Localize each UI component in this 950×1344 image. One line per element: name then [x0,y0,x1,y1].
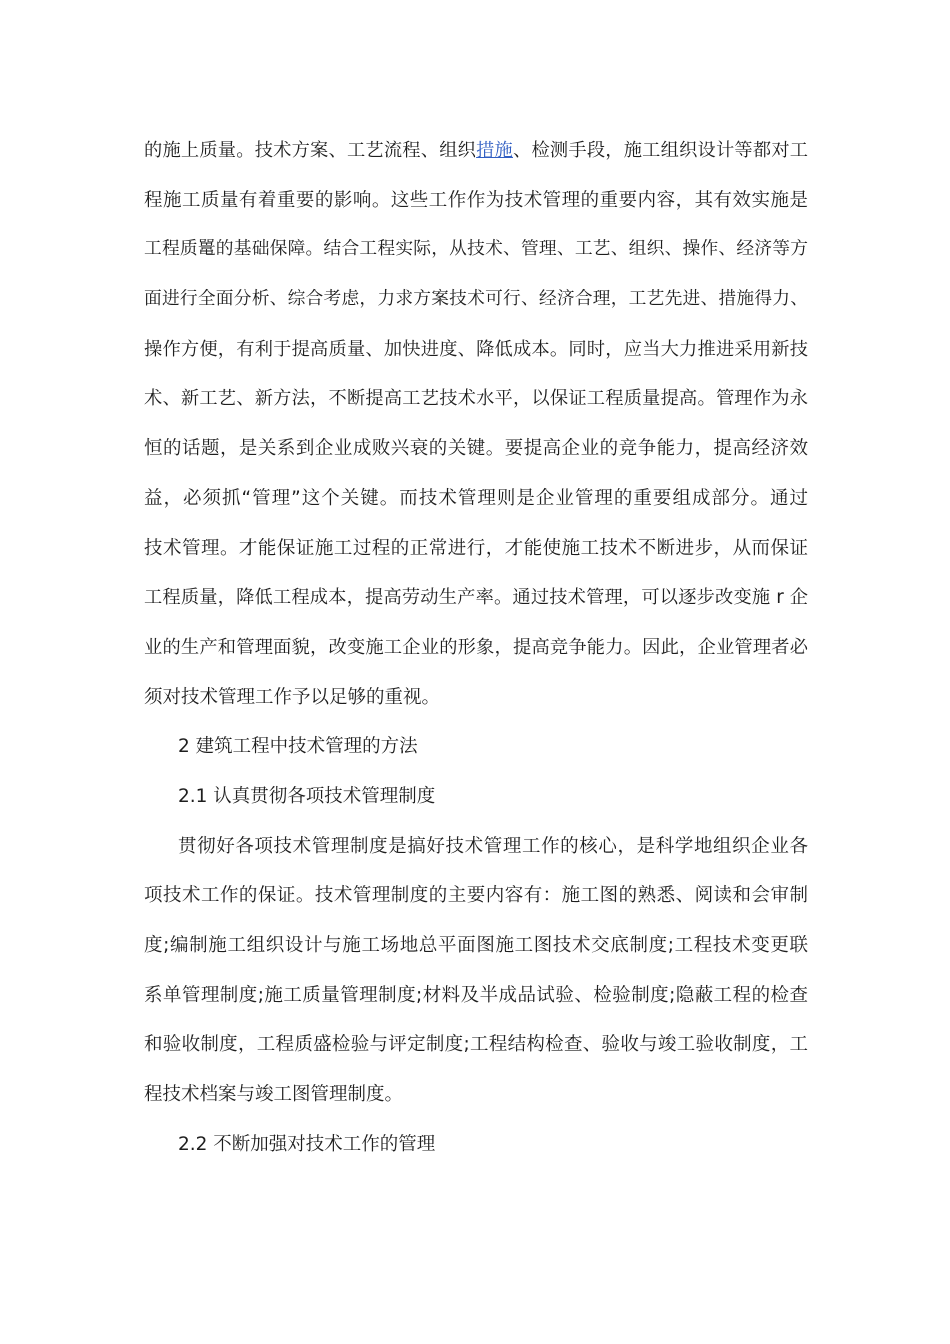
paragraph-1-line-1 [144,126,808,176]
paragraph-1-line-1-before: 的施上质量。技术方案、工艺流程、组织 [144,140,477,161]
paragraph-2-line: 项技术工作的保证。技术管理制度的主要内容有：施工图的熟悉、阅读和会审制 [144,885,808,907]
paragraph-1-line: 工程质鼍的基础保障。结合工程实际，从技术、管理、工艺、组织、操作、经济等方 [144,239,808,260]
document-body [144,126,808,1169]
measures-link[interactable]: 措施 [476,140,514,161]
section-heading-2-1: 2.1 认真贯彻各项技术管理制度 [178,785,436,807]
paragraph-1-line: 恒的话题，是关系到企业成败兴衰的关键。要提高企业的竞争能力，提高经济效 [144,438,808,460]
paragraph-1-line: 工程质量，降低工程成本，提高劳动生产率。通过技术管理，可以逐步改变施 r 企 [144,587,808,609]
paragraph-1-line: 益，必须抓“管理”这个关键。而技术管理则是企业管理的重要组成部分。通过 [144,487,808,509]
paragraph-2-line: 贯彻好各项技术管理制度是搞好技术管理工作的核心，是科学地组织企业各 [178,835,808,857]
section-heading-2: 2 建筑工程中技术管理的方法 [178,736,418,758]
paragraph-1-line: 术、新工艺、新方法，不断提高工艺技术水平，以保证工程质量提高。管理作为永 [144,388,808,410]
paragraph-1-line: 程施工质量有着重要的影响。这些工作作为技术管理的重要内容，其有效实施是 [144,189,808,211]
paragraph-1-line: 业的生产和管理面貌，改变施工企业的形象，提高竞争能力。因此，企业管理者必 [144,636,808,658]
paragraph-1-line: 须对技术管理工作予以足够的重视。 [144,686,441,708]
paragraph-1-line: 技术管理。才能保证施工过程的正常进行，才能使施工技术不断进步，从而保证 [144,537,808,559]
paragraph-1-line: 面进行全面分析、综合考虑，力求方案技术可行、经济合理，工艺先进、措施得力、 [144,289,808,310]
paragraph-1-line-1-after: 、检测手段，施工组织设计等都对工 [513,140,809,161]
section-heading-2-2: 2.2 不断加强对技术工作的管理 [178,1133,436,1155]
paragraph-2-line: 程技术档案与竣工图管理制度。 [144,1084,404,1106]
paragraph-1-line: 操作方便，有利于提高质量、加快进度、降低成本。同时，应当大力推进采用新技 [144,338,808,360]
paragraph-2-line: 系单管理制度;施工质量管理制度;材料及半成品试验、检验制度;隐蔽工程的检查 [144,984,808,1006]
paragraph-2-line: 和验收制度，工程质盛检验与评定制度;工程结构检查、验收与竣工验收制度，工 [144,1034,808,1056]
paragraph-2-line: 度;编制施工组织设计与施工场地总平面图施工图技术交底制度;工程技术变更联 [144,935,808,956]
